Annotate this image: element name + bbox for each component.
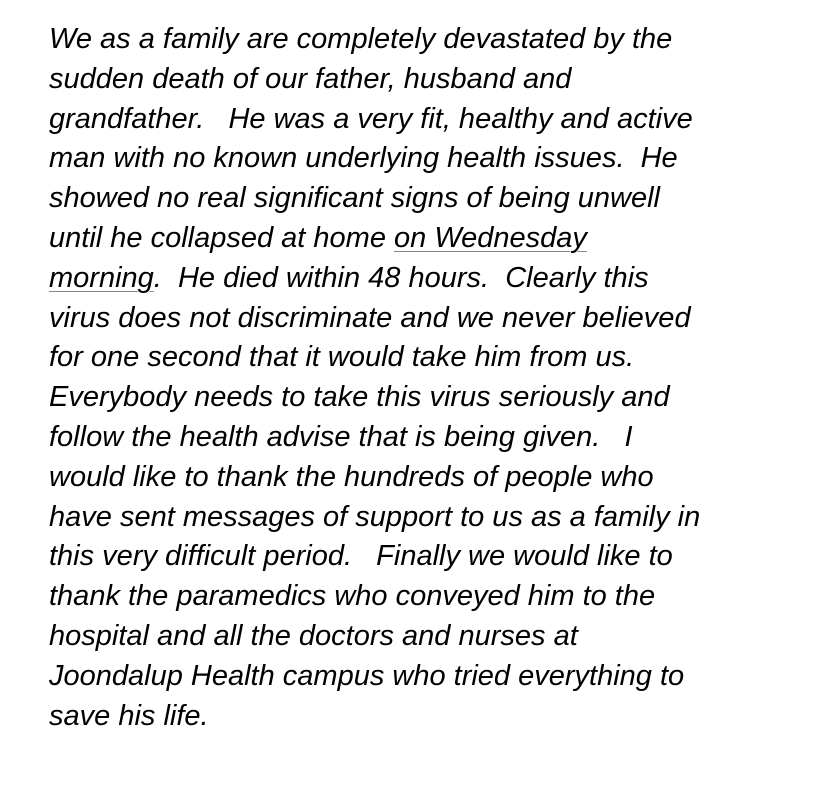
underlined-date-text: morning (49, 261, 154, 294)
statement-line: virus does not discriminate and we never believed (49, 301, 691, 334)
statement-line: grandfather. He was a very fit, healthy and active (49, 102, 693, 135)
statement-line: this very difficult period. Finally we would like to (49, 540, 673, 573)
statement-line: have sent messages of support to us as a family in (49, 500, 701, 533)
statement-text: until he collapsed at home (49, 221, 394, 254)
underlined-date-text: on Wednesday (394, 221, 587, 254)
statement-line: Everybody needs to take this virus seriously and (49, 381, 670, 414)
statement-line: thank the paramedics who conveyed him to the (49, 580, 656, 613)
statement-line: follow the health advise that is being given. I (49, 420, 633, 453)
statement-line: sudden death of our father, husband and (49, 62, 572, 95)
statement-line: for one second that it would take him from us. (49, 341, 635, 374)
statement-line: Joondalup Health campus who tried everything to (49, 659, 685, 692)
statement-line (49, 259, 819, 299)
statement-line: hospital and all the doctors and nurses at (49, 619, 578, 652)
statement-line: showed no real significant signs of being unwell (49, 182, 660, 215)
statement-line: We as a family are completely devastated by the (49, 23, 673, 55)
statement-line: save his life. (49, 699, 209, 732)
statement-line: man with no known underlying health issues. He (49, 142, 678, 175)
statement-line: would like to thank the hundreds of people who (49, 460, 654, 493)
family-statement (49, 20, 819, 736)
statement-text: . He died within 48 hours. Clearly this (153, 261, 649, 294)
statement-line (49, 219, 819, 259)
